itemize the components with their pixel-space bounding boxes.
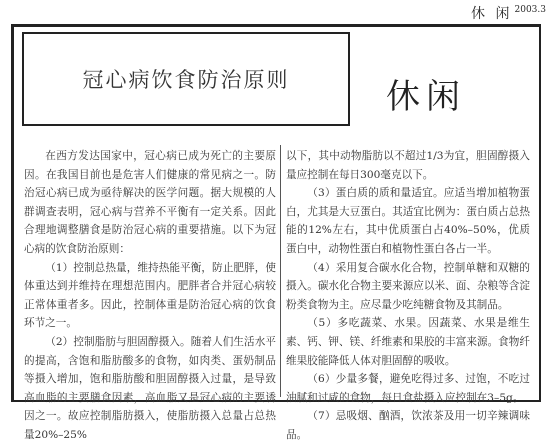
left-column: [24, 147, 276, 445]
paragraph: （5）多吃蔬菜、水果。因蔬菜、水果是维生素、钙、钾、镁、纤维素和果胶的丰富来源。食物纤维果胶能降低人体对胆固醇的吸收。: [286, 317, 530, 367]
article-title: 冠心病饮食防治原则: [82, 68, 290, 92]
paragraph: 在西方发达国家中，冠心病已成为死亡的主要原因。在我国目前也是危害人们健康的常见病之一。防治冠心病已成为亟待解决的医学问题。据大规模的人群调查表明，冠心病与营养不平衡有一定关系。因此合理地调整膳食是防治冠心病的重要措施。以下为冠心病的饮食防治原则：: [24, 150, 276, 255]
paragraph: 以下，其中动物脂肪以不超过1/3为宜，胆固醇摄入量应控制在每日300毫克以下。: [286, 150, 530, 181]
page-header: [0, 0, 554, 22]
header-date: 2003.3: [514, 5, 546, 15]
article-frame: [11, 24, 541, 441]
paragraph: （2）控制脂肪与胆固醇摄入。随着人们生活水平的提高，含饱和脂肪酸多的食物，如肉类、蛋奶制品等摄入增加，饱和脂肪酸和胆固醇摄入过量，是导致高血脂的主要膳食因素，高血脂又是冠心病的主要诱因之一。故应控制脂肪摄入，使脂肪摄入总量占总热量20%–25%: [24, 335, 276, 441]
right-column: [286, 147, 530, 445]
title-box: [22, 32, 350, 126]
header-section-label: 休 闲: [471, 6, 513, 22]
paragraph: （6）少量多餐，避免吃得过多、过饱，不吃过油腻和过咸的食物，每日食盐摄入应控制在3–5g。: [286, 373, 530, 404]
section-title: 休闲: [386, 77, 466, 117]
paragraph: （7）忌吸烟、酗酒，饮浓茶及用一切辛辣调味品。: [286, 410, 530, 441]
paragraph: （3）蛋白质的质和量适宜。应适当增加植物蛋白，尤其是大豆蛋白。其适宜比例为：蛋白质占总热能的12%左右，其中优质蛋白占40%–50%，优质蛋白中，动物性蛋白和植物性蛋白各占一半。: [286, 187, 530, 255]
paragraph: （1）控制总热量，维持热能平衡，防止肥胖，使体重达到并维持在理想范围内。肥胖者合并冠心病较正常体重者多。因此，控制体重是防治冠心病的饮食环节之一。: [24, 261, 276, 330]
paragraph: （4）采用复合碳水化合物，控制单糖和双糖的摄入。碳水化合物主要来源应以米、面、杂粮等含淀粉类食物为主。应尽量少吃纯糖食物及其制品。: [286, 261, 530, 311]
column-divider: [280, 145, 281, 397]
